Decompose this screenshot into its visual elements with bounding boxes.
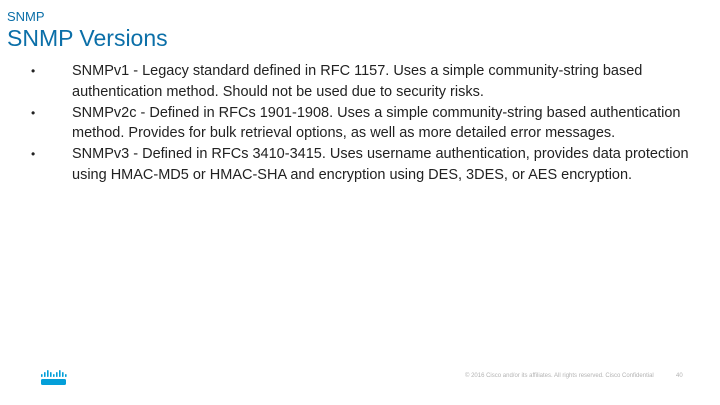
page-number: 40 <box>676 373 683 379</box>
bullet-text: SNMPv2c - Defined in RFCs 1901-1908. Uses a simple community-string based authentication method. Provides for bulk retrieval options, as well as more detailed error messages. <box>72 104 681 142</box>
footer-copyright: © 2016 Cisco and/or its affiliates. All rights reserved. Cisco Confidential <box>465 373 654 379</box>
bullet-list <box>31 61 691 186</box>
bullet-icon: • <box>31 105 36 120</box>
bullet-text: SNMPv1 - Legacy standard defined in RFC 1157. Uses a simple community-string based authentication method. Should not be used due to security risks. <box>72 63 643 100</box>
bullet-item-snmpv1 <box>31 61 691 103</box>
bullet-item-snmpv3 <box>31 144 691 186</box>
cisco-logo-icon <box>40 369 67 386</box>
bullet-icon: • <box>31 147 36 162</box>
section-label: SNMP <box>7 9 45 24</box>
slide-title: SNMP Versions <box>7 25 168 51</box>
bullet-icon: • <box>31 64 36 78</box>
bullet-item-snmpv2c <box>31 103 691 145</box>
bullet-text: SNMPv3 - Defined in RFCs 3410-3415. Uses username authentication, provides data protection using HMAC-MD5 or HMAC-SHA and encryption using DES, 3DES, or AES encryption. <box>72 146 689 183</box>
